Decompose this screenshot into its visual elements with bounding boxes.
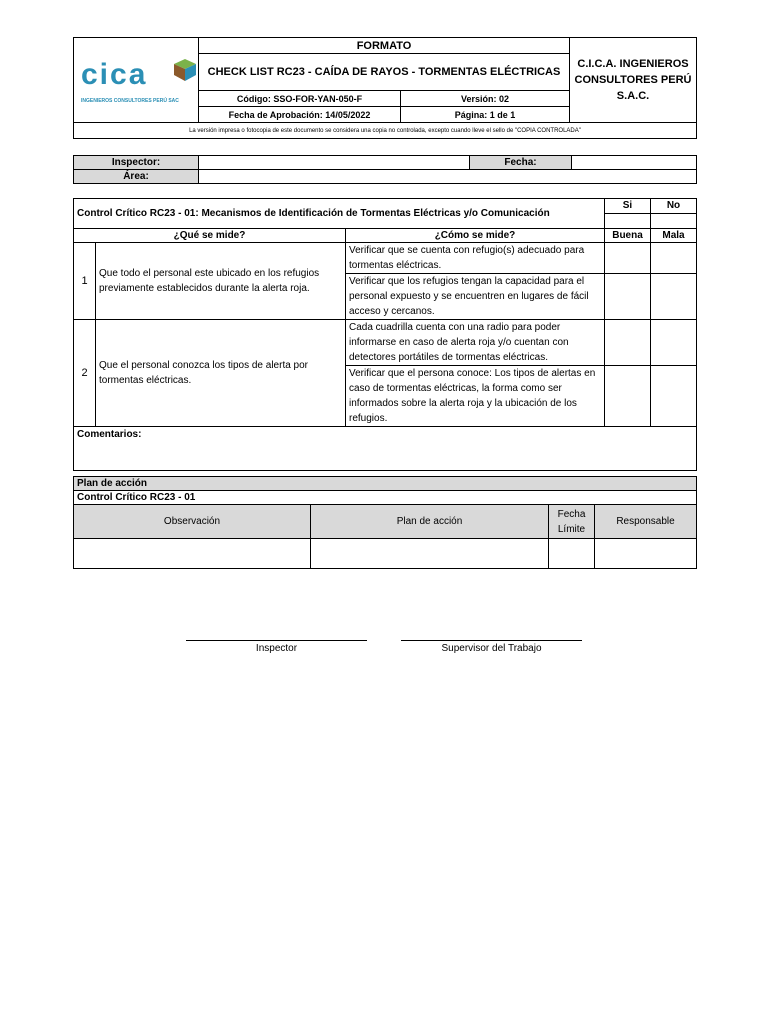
table-row — [74, 539, 697, 569]
plan-field[interactable] — [311, 539, 549, 569]
company-name: C.I.C.A. INGENIEROS CONSULTORES PERÚ S.A.C. — [570, 38, 697, 123]
document-version: Versión: 02 — [401, 91, 570, 107]
observacion-field[interactable] — [74, 539, 311, 569]
fecha-field[interactable] — [572, 156, 697, 170]
item-number: 2 — [74, 320, 96, 427]
fecha-limite-field[interactable] — [549, 539, 595, 569]
document-code: Código: SSO-FOR-YAN-050-F — [199, 91, 401, 107]
company-logo — [74, 38, 199, 123]
responsable-field[interactable] — [595, 539, 697, 569]
inspector-label: Inspector: — [74, 156, 199, 170]
comments-field[interactable] — [74, 427, 697, 471]
mala-checkbox[interactable] — [651, 274, 697, 320]
buena-header: Buena — [605, 229, 651, 243]
fecha-label: Fecha: — [470, 156, 572, 170]
como-cell: Verificar que el persona conoce: Los tipos de alertas en caso de tormentas eléctricas, la forma como ser informados sobre la alerta roja y la ubicación de los refugios. — [346, 366, 605, 427]
area-label: Área: — [74, 170, 199, 184]
buena-checkbox[interactable] — [605, 243, 651, 274]
table-row — [74, 320, 697, 366]
comments-label: Comentarios: — [77, 429, 142, 440]
control-checklist — [73, 198, 697, 471]
buena-checkbox[interactable] — [605, 274, 651, 320]
no-header: No — [651, 199, 697, 214]
item-number: 1 — [74, 243, 96, 320]
cube-icon — [173, 58, 197, 82]
mala-header: Mala — [651, 229, 697, 243]
document-header — [73, 37, 697, 139]
inspection-info — [73, 155, 697, 184]
table-row — [74, 243, 697, 274]
plan-subtitle: Control Crítico RC23 - 01 — [74, 491, 697, 505]
inspector-field[interactable] — [199, 156, 470, 170]
mala-checkbox[interactable] — [651, 366, 697, 427]
mala-checkbox[interactable] — [651, 320, 697, 366]
si-header: Si — [605, 199, 651, 214]
buena-checkbox[interactable] — [605, 320, 651, 366]
inspector-signature[interactable]: Inspector — [186, 640, 367, 654]
que-cell: Que todo el personal este ubicado en los refugios previamente establecidos durante la alerta roja. — [96, 243, 346, 320]
plan-title: Plan de acción — [74, 477, 697, 491]
logo-wordmark: cica — [81, 58, 148, 91]
plan-header: Plan de acción — [311, 505, 549, 539]
que-header: ¿Qué se mide? — [74, 229, 346, 243]
area-field[interactable] — [199, 170, 697, 184]
mala-checkbox[interactable] — [651, 243, 697, 274]
action-plan — [73, 476, 697, 569]
logo-subtitle: INGENIEROS CONSULTORES PERÚ SAC — [81, 98, 179, 104]
page-number: Página: 1 de 1 — [401, 107, 570, 123]
como-cell: Cada cuadrilla cuenta con una radio para poder informarse en caso de alerta roja y/o cuentan con detectores portátiles de tormentas eléctricas. — [346, 320, 605, 366]
control-title: Control Crítico RC23 - 01: Mecanismos de Identificación de Tormentas Eléctricas y/o Comunicación — [74, 199, 605, 229]
responsable-header: Responsable — [595, 505, 697, 539]
como-cell: Verificar que los refugios tengan la capacidad para el personal expuesto y se encuentren en lugares de fácil acceso y cercanos. — [346, 274, 605, 320]
como-cell: Verificar que se cuenta con refugio(s) adecuado para tormentas eléctricas. — [346, 243, 605, 274]
observacion-header: Observación — [74, 505, 311, 539]
buena-checkbox[interactable] — [605, 366, 651, 427]
como-header: ¿Cómo se mide? — [346, 229, 605, 243]
approval-date: Fecha de Aprobación: 14/05/2022 — [199, 107, 401, 123]
format-label: FORMATO — [199, 38, 570, 54]
supervisor-signature[interactable]: Supervisor del Trabajo — [401, 640, 582, 654]
fecha-limite-header: Fecha Límite — [549, 505, 595, 539]
disclaimer: La versión impresa o fotocopia de este documento se considera una copia no controlada, excepto cuando lleve el sello de "COPIA CONTROLADA" — [74, 123, 697, 139]
document-title: CHECK LIST RC23 - CAÍDA DE RAYOS - TORMENTAS ELÉCTRICAS — [199, 54, 570, 91]
que-cell: Que el personal conozca los tipos de alerta por tormentas eléctricas. — [96, 320, 346, 427]
